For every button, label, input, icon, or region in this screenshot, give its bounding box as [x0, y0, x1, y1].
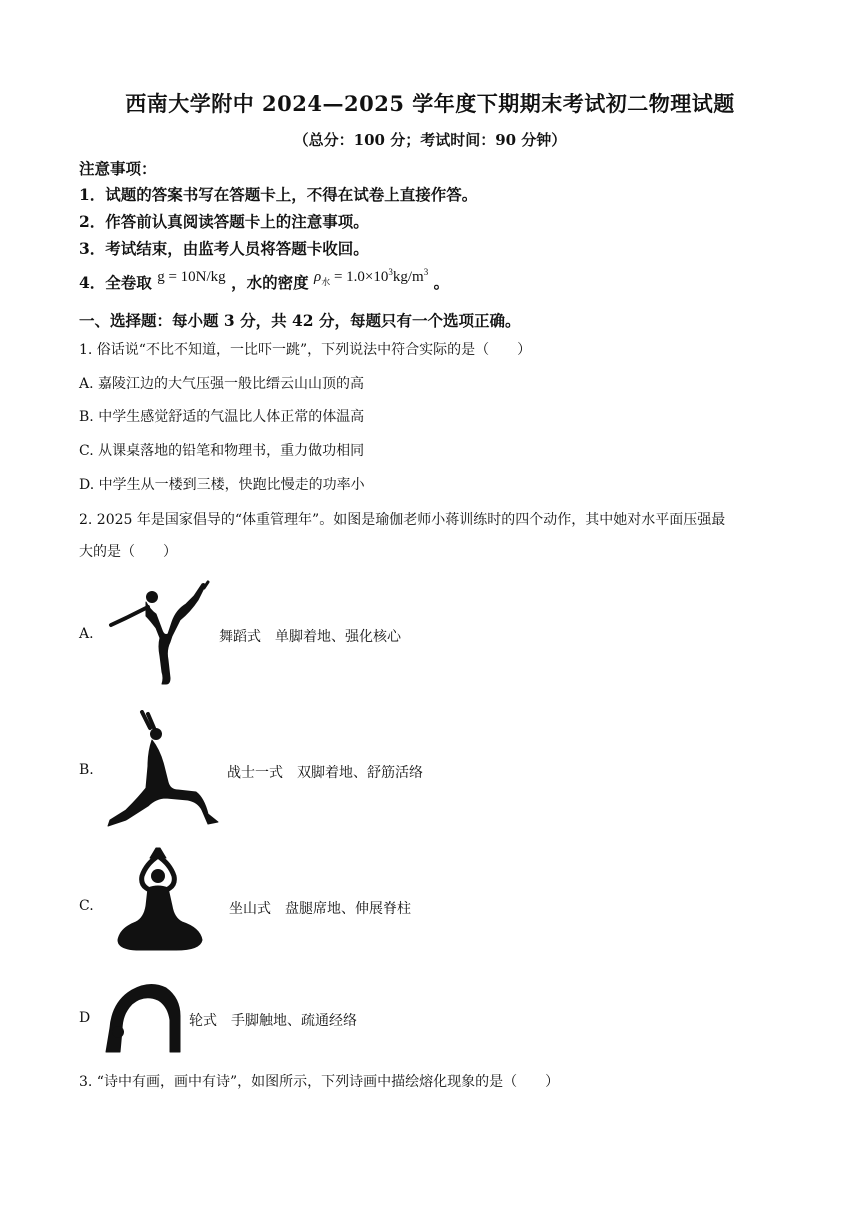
rho-value: = 1.0×10: [330, 269, 389, 285]
rho-unit-exponent: 3: [423, 267, 429, 277]
rho-exponent: 3: [388, 267, 393, 277]
rho-unit: kg/m: [392, 269, 424, 285]
seated-pose-icon: [116, 846, 206, 956]
note-item-4-prefix: 4．全卷取: [79, 273, 152, 292]
question-2-option-c-text: 坐山式 盘腿席地、伸展脊柱: [229, 901, 411, 917]
question-3-stem: 3. “诗中有画，画中有诗”，如图所示，下列诗画中描绘熔化现象的是（ ）: [79, 1074, 560, 1090]
note-item-2: 2．作答前认真阅读答题卡上的注意事项。: [79, 212, 369, 231]
page-title: 西南大学附中 2024—2025 学年度下期期末考试初二物理试题: [125, 91, 735, 116]
warrior-pose-icon: [104, 710, 222, 830]
gravity-constant: g = 10N/kg: [157, 269, 226, 285]
question-2-stem-line-1: 2. 2025 年是国家倡导的“体重管理年”。如图是瑜伽老师小蒋训练时的四个动作，其中她对水平面压强最: [79, 512, 726, 528]
note-item-1: 1．试题的答案书写在答题卡上，不得在试卷上直接作答。: [79, 185, 478, 204]
note-item-4: [79, 267, 450, 295]
rho-subscript: 水: [321, 277, 331, 287]
question-2-option-b-letter: B.: [79, 762, 94, 778]
section-heading: 一、选择题：每小题 3 分，共 42 分，每题只有一个选项正确。: [79, 311, 521, 330]
question-2-option-a-letter: A.: [79, 626, 94, 642]
question-2-option-c-letter: C.: [79, 898, 94, 914]
notes-heading: 注意事项：: [79, 159, 157, 178]
question-1-stem: 1. 俗话说“不比不知道，一比吓一跳”，下列说法中符合实际的是（ ）: [79, 342, 532, 358]
question-2-option-a-text: 舞蹈式 单脚着地、强化核心: [219, 629, 401, 645]
note-item-4-end: 。: [433, 273, 450, 292]
wheel-pose-icon: [96, 972, 188, 1058]
dancer-pose-icon: [106, 580, 214, 688]
question-2-option-d-text: 轮式 手脚触地、疏通经络: [189, 1013, 357, 1029]
question-2-option-b-text: 战士一式 双脚着地、舒筋活络: [227, 765, 423, 781]
question-1-option-d: D. 中学生从一楼到三楼，快跑比慢走的功率小: [79, 477, 365, 493]
question-2-option-d-letter: D: [79, 1010, 91, 1026]
question-1-option-a: A. 嘉陵江边的大气压强一般比缙云山山顶的高: [79, 376, 365, 392]
rho-symbol: ρ: [314, 269, 322, 285]
water-density-formula: [314, 269, 428, 285]
note-item-4-middle: ，水的密度: [231, 273, 309, 292]
note-item-3: 3．考试结束，由监考人员将答题卡收回。: [79, 239, 369, 258]
question-1-option-c: C. 从课桌落地的铅笔和物理书，重力做功相同: [79, 443, 365, 459]
question-1-option-b: B. 中学生感觉舒适的气温比人体正常的体温高: [79, 409, 365, 425]
question-2-stem-line-2: 大的是（ ）: [79, 544, 177, 560]
exam-info: （总分：100 分；考试时间：90 分钟）: [293, 131, 567, 149]
